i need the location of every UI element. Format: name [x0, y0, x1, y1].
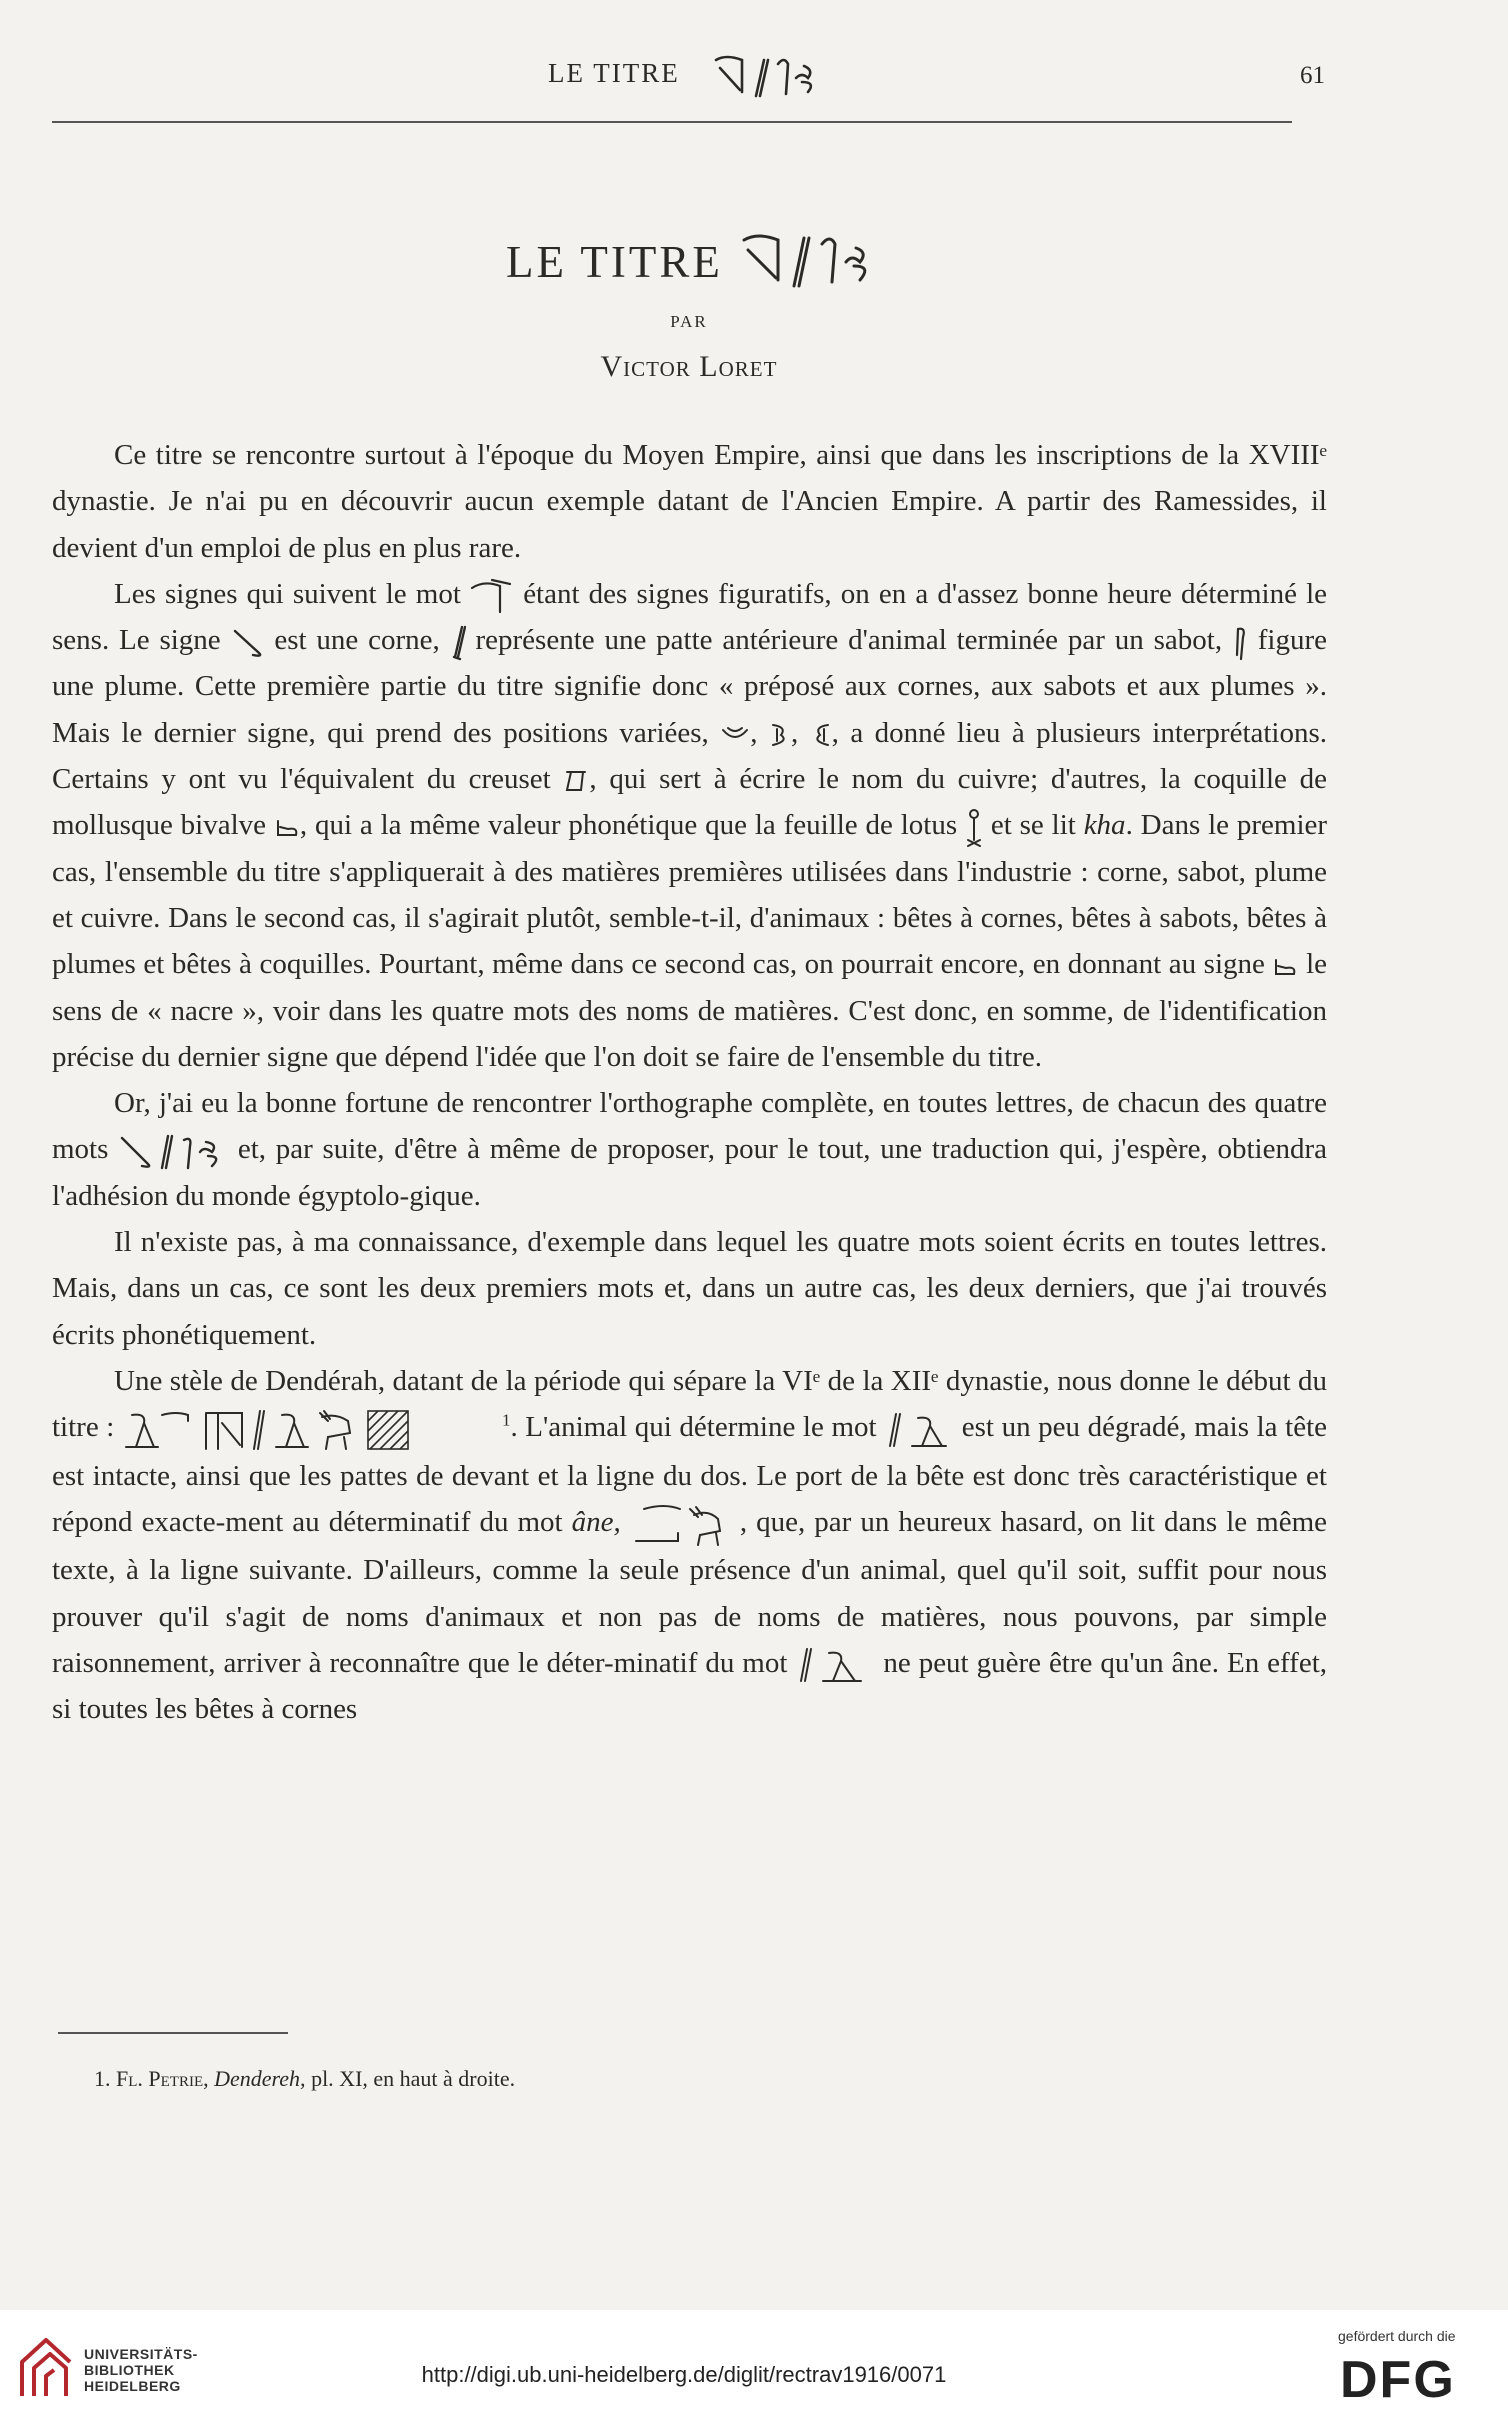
- word-ane: âne,: [571, 1505, 621, 1538]
- shell-variant-2-icon: [769, 721, 791, 749]
- paragraph-2-text: , qui sert à écrire le nom du cuivre; d'autres, la coquille de mollusque bivalve: [52, 763, 1327, 842]
- header-rule: [52, 121, 1292, 123]
- paragraph-1-text: Ce titre se rencontre surtout à l'époque du Moyen Empire, ainsi que dans les inscriptions de la XVIIIᵉ dynastie. Je n'ai pu en découvrir aucun exemple datant de l'Ancien Empire. A partir des Ramessides, il devient d'un emploi de plus en plus rare.: [52, 439, 1327, 564]
- variant-signs: , , ,: [720, 717, 850, 749]
- bivalve-shell-icon: [1272, 956, 1298, 978]
- stele-inscription-hieroglyphs-icon: [122, 1407, 502, 1453]
- transliteration-kha: kha: [1083, 809, 1126, 842]
- paragraph-2-text: étant des signes figuratifs, on en a d'assez bonne heure déterminé le sens. Le signe: [52, 577, 1328, 657]
- paragraph-3-text: Or, j'ai eu la bonne fortune de rencontrer l'orthographe complète, en toutes lettres, de chacun des quatre mots: [52, 1087, 1327, 1166]
- institution-line: UNIVERSITÄTS-: [84, 2346, 198, 2362]
- four-words-hieroglyphs-icon: [118, 1132, 228, 1172]
- paragraph-4: [52, 1219, 1327, 1358]
- footnote-rule: [58, 2032, 288, 2034]
- footnote-work: Dendereh,: [214, 2066, 306, 2091]
- article-title: LE TITRE: [506, 237, 723, 287]
- paragraph-2-text: est une corne,: [274, 624, 440, 657]
- leg-and-owl-hieroglyphs-icon: [884, 1410, 954, 1450]
- horn-sign-icon: [231, 627, 265, 659]
- page-number: 61: [1300, 62, 1325, 89]
- hieroglyph-title-icon: [740, 230, 900, 292]
- article-author: Victor Loret: [600, 350, 778, 383]
- funder-caption: gefördert durch die: [1338, 2328, 1456, 2344]
- institution-line: BIBLIOTHEK: [84, 2362, 175, 2378]
- leg-and-owl-hieroglyphs-icon: [795, 1645, 875, 1685]
- institution-line: HEIDELBERG: [84, 2378, 181, 2394]
- dfg-logo[interactable]: DFG: [1340, 2351, 1456, 2409]
- running-title: LE TITRE: [548, 58, 680, 88]
- donkey-determinative-icon: [630, 1501, 740, 1547]
- paragraph-2-text: et se lit: [990, 809, 1076, 842]
- footnote-reference[interactable]: 1: [501, 1410, 511, 1430]
- leg-hoof-sign-icon: [450, 625, 466, 661]
- paragraph-2-text: a donné lieu à plusieurs interprétations. Certains y ont vu l'équivalent du creuset: [52, 716, 1328, 796]
- paragraph-2-text: . Dans le premier cas, l'ensemble du titre s'appliquerait à des matières premières utilisées dans l'industrie : corne, sabot, plume et cuivre. Dans le second cas, il s'agirait plutôt, semble-t-il, d'animaux : bêtes à cornes, bêtes à sabots, bêtes à plumes et bêtes à coquilles. Pourtant, même dans ce second cas, on pourrait encore, en donnant au signe: [52, 809, 1328, 981]
- paragraph-2-text: figure une plume. Cette première partie du titre signifie donc « préposé aux cornes, aux sabots et aux plumes ». Mais le dernier signe, qui prend des positions variées,: [52, 624, 1328, 749]
- bivalve-shell-icon: [274, 817, 300, 839]
- running-header: [0, 52, 1508, 102]
- digitization-footer: [0, 2310, 1508, 2422]
- shell-variant-1-icon: [720, 724, 750, 746]
- paragraph-5-text: , que, par un heureux hasard, on lit dans le même texte, à la ligne suivante. D'ailleurs, comme la seule présence d'un animal, quel qu'il soit, suffit pour nous prouver qu'il s'agit de noms d'animaux et non pas de noms de matières, nous pouvons, par simple raisonnement, arriver à reconnaître que le déter-minatif du mot: [52, 1505, 1328, 1679]
- paragraph-5-text: ne peut guère être qu'un âne. En effet, si toutes les bêtes à cornes: [52, 1646, 1328, 1726]
- article-body: [52, 432, 1327, 1732]
- footnote-author: Fl. Petrie,: [116, 2066, 209, 2091]
- paragraph-5-text: est un peu dégradé, mais la tête est intacte, ainsi que les pattes de devant et la ligne du dos. Le port de la bête est donc très caractéristique et répond exacte-ment au déterminatif du mot: [52, 1411, 1327, 1538]
- paragraph-5-text: . L'animal qui détermine le mot: [510, 1411, 877, 1444]
- shell-variant-3-icon: [810, 721, 832, 749]
- paragraph-5: [52, 1358, 1327, 1732]
- feather-sign-icon: [1232, 625, 1248, 661]
- hieroglyph-title-icon: [712, 52, 842, 102]
- paragraph-2: [52, 571, 1327, 1080]
- paragraph-1: [52, 432, 1327, 571]
- permalink-url[interactable]: http://digi.ub.uni-heidelberg.de/diglit/rectrav1916/0071: [421, 2362, 947, 2387]
- lotus-leaf-icon: [965, 808, 983, 848]
- footnote-number: 1.: [94, 2066, 111, 2091]
- paragraph-2-text: le sens de « nacre », voir dans les quatre mots des noms de matières. C'est donc, en somme, de l'identification précise du dernier signe que dépend l'idée que l'on doit se faire de l'ensemble du titre.: [52, 948, 1328, 1073]
- footnote-citation: pl. XI, en haut à droite.: [311, 2066, 516, 2091]
- paragraph-4-text: Il n'existe pas, à ma connaissance, d'exemple dans lequel les quatre mots soient écrits en toutes lettres. Mais, dans un cas, ce sont les deux premiers mots et, dans un autre cas, les deux derniers, que j'ai trouvés écrits phonétiquement.: [52, 1226, 1327, 1351]
- paragraph-3: [52, 1080, 1327, 1219]
- paragraph-2-text: Les signes qui suivent le mot: [114, 577, 461, 610]
- horn-hoof-group-icon: [470, 578, 514, 614]
- crucible-sign-icon: [563, 768, 589, 794]
- byline-prefix: PAR: [670, 312, 708, 331]
- paragraph-2-text: , qui a la même valeur phonétique que la feuille de lotus: [299, 809, 958, 842]
- footnote: [94, 2066, 515, 2092]
- paragraph-2-text: représente une patte antérieure d'animal terminée par un sabot,: [475, 624, 1223, 657]
- paragraph-3-text: et, par suite, d'être à même de proposer, pour le tout, une traduction qui, j'espère, obtiendra l'adhésion du monde égyptolo-gique.: [52, 1133, 1327, 1212]
- paragraph-5-text: Une stèle de Dendérah, datant de la période qui sépare la VIᵉ de la XIIᵉ dynastie, nous donne le début du titre :: [52, 1364, 1327, 1444]
